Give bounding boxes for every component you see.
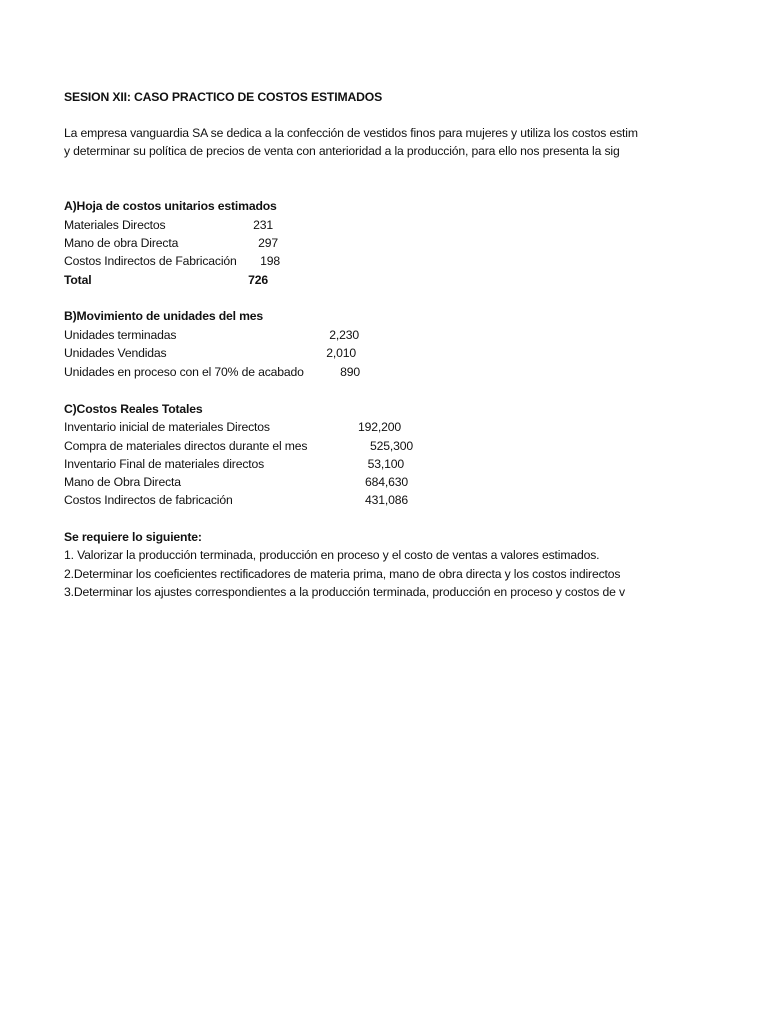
requirement-item: 3.Determinar los ajustes correspondientes a la producción terminada, producción en proceso y costos de v xyxy=(64,585,625,599)
section-c-row-label: Inventario inicial de materiales Directos xyxy=(64,420,270,434)
page-title: SESION XII: CASO PRACTICO DE COSTOS ESTIMADOS xyxy=(64,90,383,104)
section-c-row-label: Mano de Obra Directa xyxy=(64,475,181,489)
section-a-row-value: 231 xyxy=(253,218,273,232)
section-c-row-value: 192,200 xyxy=(357,420,401,434)
section-b-row-value: 2,010 xyxy=(326,346,356,360)
section-a-total-label: Total xyxy=(64,273,92,287)
section-c-row-label: Compra de materiales directos durante el mes xyxy=(64,439,308,453)
section-c-row-value: 53,100 xyxy=(367,457,404,471)
section-b-row-label: Unidades terminadas xyxy=(64,328,177,342)
section-b-row-value: 890 xyxy=(340,365,360,379)
section-a-row-label: Costos Indirectos de Fabricación xyxy=(64,254,237,268)
section-c-heading: C)Costos Reales Totales xyxy=(64,402,203,416)
section-b-row-value: 2,230 xyxy=(329,328,359,342)
requirement-item: 1. Valorizar la producción terminada, producción en proceso y el costo de ventas a valores estimados. xyxy=(64,548,600,562)
section-c-row-value: 684,630 xyxy=(364,475,408,489)
section-b-heading: B)Movimiento de unidades del mes xyxy=(64,309,264,323)
section-b-row-label: Unidades en proceso con el 70% de acabado xyxy=(64,365,304,379)
section-a-heading: A)Hoja de costos unitarios estimados xyxy=(64,199,277,213)
section-c-row-label: Inventario Final de materiales directos xyxy=(64,457,265,471)
section-c-row-label: Costos Indirectos de fabricación xyxy=(64,493,233,507)
section-b-row-label: Unidades Vendidas xyxy=(64,346,167,360)
requirement-item: 2.Determinar los coeficientes rectificadores de materia prima, mano de obra directa y los costos indirectos xyxy=(64,567,621,581)
section-a-row-label: Mano de obra Directa xyxy=(64,236,179,250)
intro-line-1: La empresa vanguardia SA se dedica a la confección de vestidos finos para mujeres y utiliza los costos estim xyxy=(64,126,638,140)
section-a-row-value: 297 xyxy=(258,236,278,250)
requirements-heading: Se requiere lo siguiente: xyxy=(64,530,202,544)
section-a-row-value: 198 xyxy=(260,254,280,268)
section-c-row-value: 431,086 xyxy=(364,493,408,507)
section-c-row-value: 525,300 xyxy=(369,439,413,453)
intro-line-2: y determinar su política de precios de venta con anterioridad a la producción, para ello nos presenta la sig xyxy=(64,144,620,158)
section-a-row-label: Materiales Directos xyxy=(64,218,166,232)
section-a-total-value: 726 xyxy=(248,273,268,287)
